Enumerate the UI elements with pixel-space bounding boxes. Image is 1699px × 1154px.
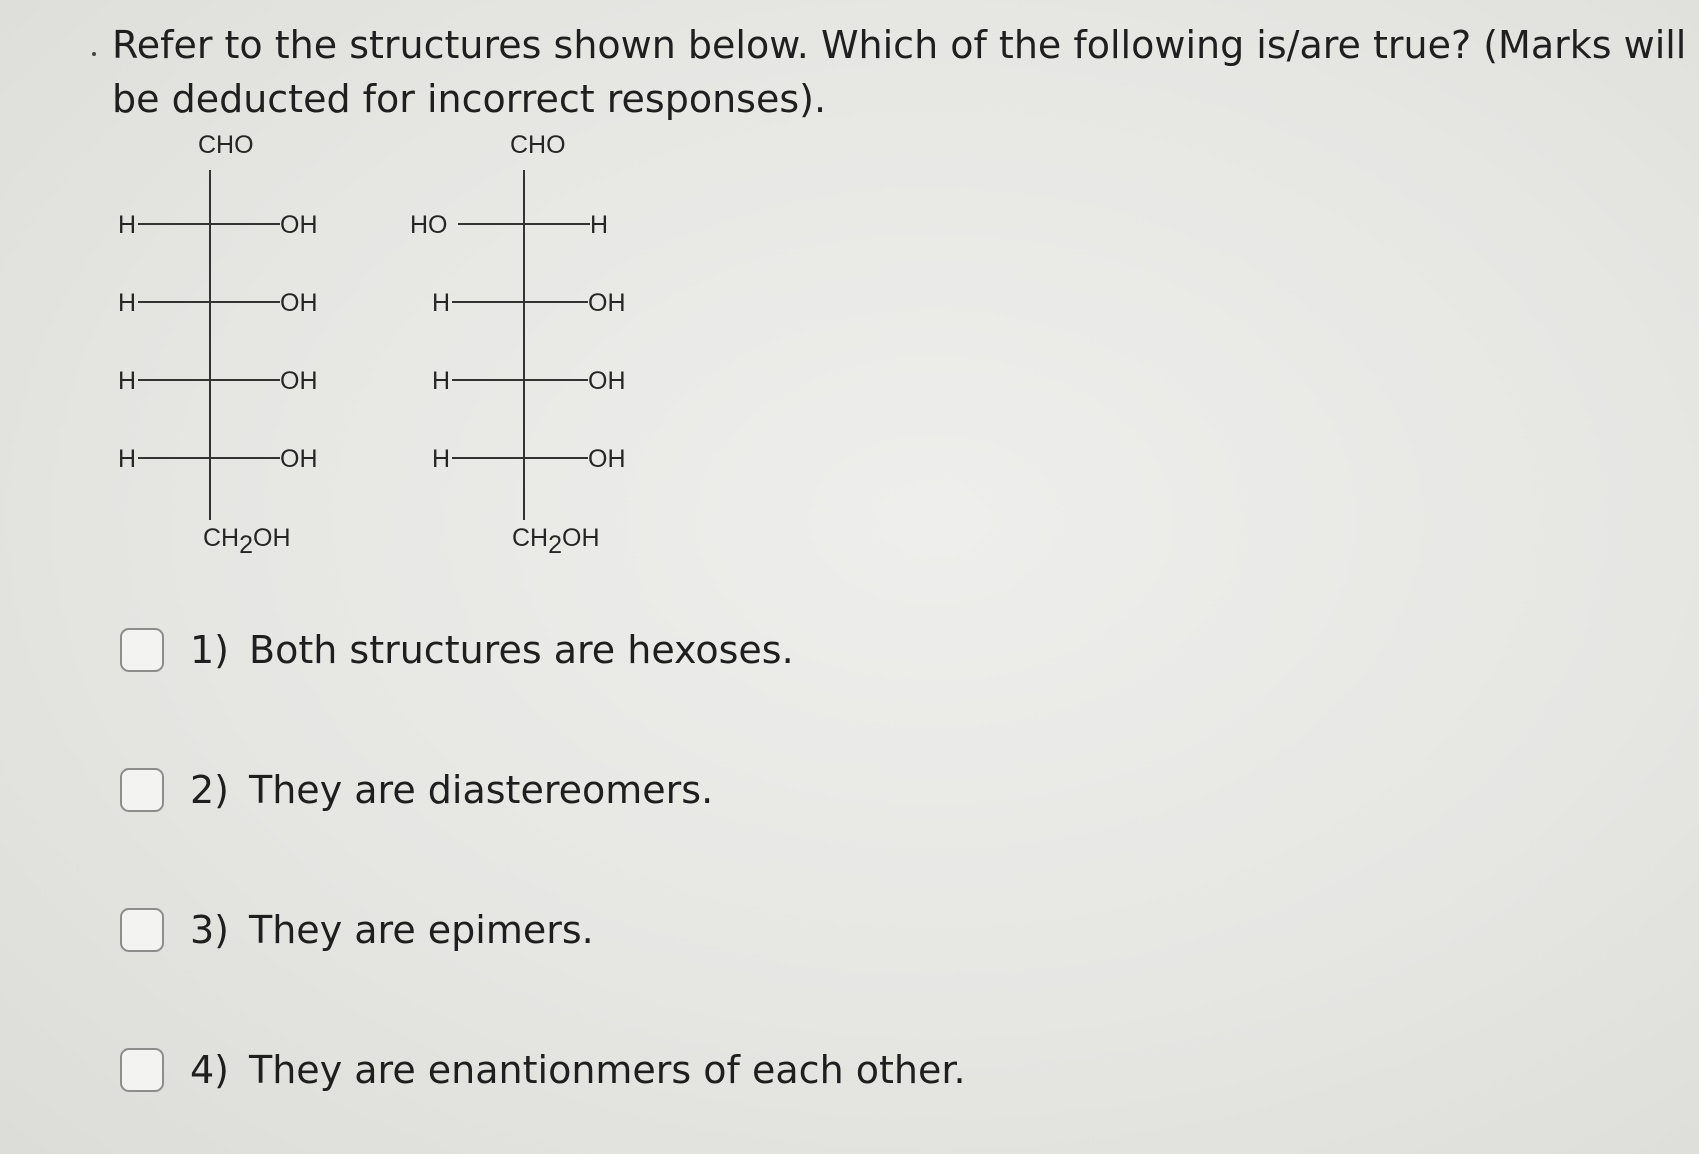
structure-a-left-1: H [118, 211, 137, 239]
structure-b-left-2: H [432, 289, 451, 317]
question-line-2: be deducted for incorrect responses). [112, 77, 827, 121]
question-line-1: Refer to the structures shown below. Which of the following is/are true? (Marks will [112, 23, 1687, 67]
option-3-number: 3) [190, 908, 230, 952]
structure-a-left-2: H [118, 289, 137, 317]
structure-a-right-4: OH [280, 445, 318, 473]
option-1[interactable] [120, 620, 794, 680]
structure-a-left-4: H [118, 445, 137, 473]
option-2-checkbox[interactable] [120, 768, 164, 812]
structure-a-right-3: OH [280, 367, 318, 395]
option-4-label: They are enantionmers of each other. [249, 1048, 966, 1092]
structure-b-bottom-label: CH2OH [512, 524, 600, 559]
option-4[interactable] [120, 1040, 966, 1100]
option-2-label: They are diastereomers. [249, 768, 714, 812]
structure-b-left-4: H [432, 445, 451, 473]
option-4-checkbox[interactable] [120, 1048, 164, 1092]
structure-b-left-1: HO [410, 211, 448, 239]
option-2[interactable] [120, 760, 713, 820]
structure-a-right-2: OH [280, 289, 318, 317]
structure-b-top-label: CHO [510, 131, 566, 159]
structure-a-top-label: CHO [198, 131, 254, 159]
option-3[interactable] [120, 900, 594, 960]
structure-b-left-3: H [432, 367, 451, 395]
option-1-number: 1) [190, 628, 230, 672]
structure-a-right-1: OH [280, 211, 318, 239]
structure-b-right-4: OH [588, 445, 626, 473]
option-1-checkbox[interactable] [120, 628, 164, 672]
option-2-number: 2) [190, 768, 230, 812]
structure-b-right-3: OH [588, 367, 626, 395]
option-3-checkbox[interactable] [120, 908, 164, 952]
structure-b-right-2: OH [588, 289, 626, 317]
structure-a-left-3: H [118, 367, 137, 395]
option-1-label: Both structures are hexoses. [249, 628, 794, 672]
option-3-label: They are epimers. [249, 908, 594, 952]
structure-a-bottom-label: CH2OH [203, 524, 291, 559]
structure-b-right-1: H [590, 211, 609, 239]
option-4-number: 4) [190, 1048, 230, 1092]
